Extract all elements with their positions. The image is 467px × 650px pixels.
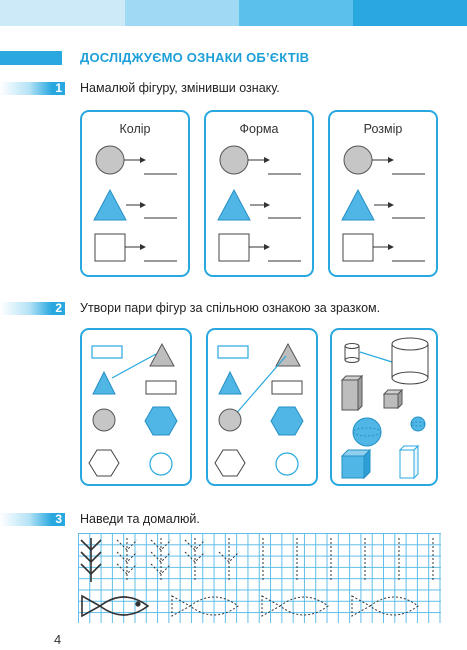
page-title: ДОСЛІДЖУЄМО ОЗНАКИ ОБ’ЄКТІВ <box>80 50 310 65</box>
arrow-head <box>140 244 146 250</box>
blue-outline-circle <box>276 453 298 475</box>
blue-triangle <box>93 372 115 394</box>
grey-circle <box>96 146 124 174</box>
arrow-head <box>264 157 270 163</box>
arrow-head <box>388 244 394 250</box>
task1-card-size <box>328 110 438 277</box>
shapes-drawing <box>82 112 192 279</box>
pair-line <box>360 352 392 362</box>
grey-circle <box>344 146 372 174</box>
tracing-grid <box>78 533 441 623</box>
heading-band <box>0 51 62 65</box>
grey-prism <box>342 376 362 410</box>
blue-triangle <box>219 372 241 394</box>
small-grey-cube <box>384 390 402 408</box>
task-number: 2 <box>55 301 62 315</box>
top-bar-segment <box>0 0 125 26</box>
arrow-head <box>388 157 394 163</box>
shapes-drawing <box>82 330 194 488</box>
task-instruction: Намалюй фігуру, змінивши ознаку. <box>80 81 280 95</box>
top-color-bar <box>0 0 467 26</box>
blue-triangle <box>218 190 250 220</box>
task-number-badge <box>0 302 65 315</box>
blue-triangle <box>94 190 126 220</box>
task2-card-2 <box>206 328 318 486</box>
white-prism <box>400 446 418 478</box>
task-instruction: Утвори пари фігур за спільною ознакою за зразком. <box>80 301 381 315</box>
arrow-head <box>264 244 270 250</box>
grey-circle <box>219 409 241 431</box>
blue-hexagon <box>145 407 177 435</box>
task-number-badge <box>0 513 65 526</box>
white-square <box>219 234 249 261</box>
top-bar-segment <box>125 0 239 26</box>
white-hexagon <box>215 450 245 476</box>
task-number-badge <box>0 82 65 95</box>
small-cylinder <box>345 344 359 363</box>
task1-card-shape <box>204 110 314 277</box>
top-bar-segment <box>353 0 467 26</box>
task-number: 1 <box>55 81 62 95</box>
shapes-drawing <box>208 330 320 488</box>
task1-card-color <box>80 110 190 277</box>
task2-card-1 <box>80 328 192 486</box>
small-blue-sphere <box>411 417 425 431</box>
task-instruction: Наведи та домалюй. <box>80 512 200 526</box>
white-rectangle <box>146 381 176 394</box>
blue-rectangle <box>92 346 122 358</box>
page-number: 4 <box>54 632 62 647</box>
blue-triangle <box>342 190 374 220</box>
card-label: Колір <box>119 122 151 136</box>
arrow-head <box>264 202 270 208</box>
grey-circle <box>93 409 115 431</box>
blue-rectangle <box>218 346 248 358</box>
white-square <box>343 234 373 261</box>
arrow-head <box>388 202 394 208</box>
shapes-drawing <box>330 112 440 279</box>
shapes-drawing <box>332 330 440 488</box>
shapes-drawing <box>206 112 316 279</box>
top-bar-segment <box>239 0 353 26</box>
white-square <box>95 234 125 261</box>
large-cylinder <box>392 338 428 384</box>
task2-card-3 <box>330 328 438 486</box>
grey-circle <box>220 146 248 174</box>
card-label: Розмір <box>363 122 403 136</box>
white-hexagon <box>89 450 119 476</box>
white-rectangle <box>272 381 302 394</box>
arrow-head <box>140 202 146 208</box>
blue-hexagon <box>271 407 303 435</box>
blue-outline-circle <box>150 453 172 475</box>
large-blue-sphere <box>353 418 381 446</box>
blue-cube <box>342 450 370 478</box>
card-label: Форма <box>239 122 279 136</box>
arrow-head <box>140 157 146 163</box>
task-number: 3 <box>55 512 62 526</box>
